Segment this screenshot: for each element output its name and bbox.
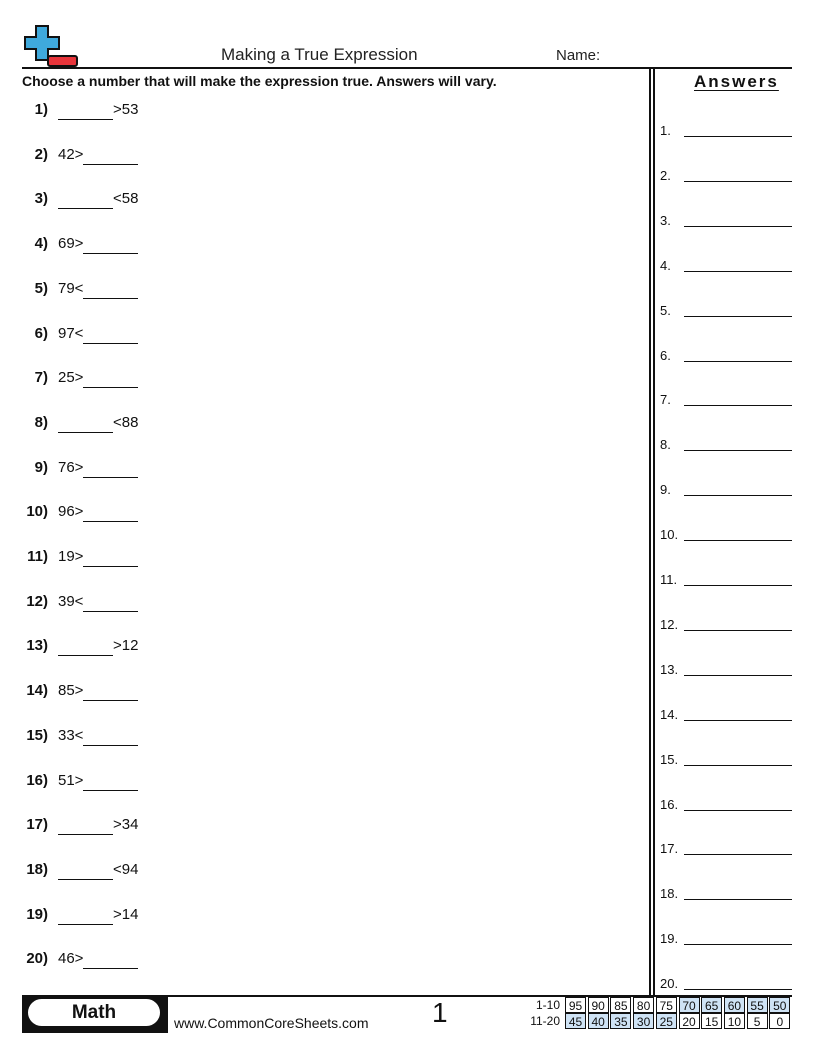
answer-blank[interactable] [83,235,138,254]
answer-number: 18. [660,886,679,902]
answer-number: 4. [660,257,671,273]
answer-line[interactable] [684,405,792,406]
problem-expression [58,459,138,478]
expression-text: <94 [113,860,139,878]
score-cell: 90 [588,997,609,1013]
problem-number: 2) [34,145,48,163]
answer-blank[interactable] [58,190,113,209]
score-cell: 75 [656,997,677,1013]
expression-text: 46> [58,950,84,968]
plus-minus-icon [22,24,80,68]
answer-blank[interactable] [83,772,138,791]
problem-row [22,637,322,659]
answer-row [660,123,792,143]
problem-row [22,950,322,972]
expression-text: >34 [113,816,139,834]
problem-expression [58,906,138,925]
answer-number: 10. [660,527,679,543]
expression-text: 25> [58,369,84,387]
expression-text: >12 [113,637,139,655]
answer-number: 12. [660,616,679,632]
worksheet-title: Making a True Expression [221,45,418,64]
answer-blank[interactable] [83,280,138,299]
answer-blank[interactable] [83,593,138,612]
problem-expression [58,414,138,433]
answer-row [660,303,792,323]
answer-number: 16. [660,796,679,812]
answer-row [660,976,792,996]
problem-expression [58,369,138,388]
answer-line[interactable] [684,495,792,496]
problem-number: 4) [34,235,48,253]
site-url: www.CommonCoreSheets.com [174,1015,369,1031]
problem-row [22,593,322,615]
problem-row [22,772,322,794]
expression-text: 19> [58,548,84,565]
problem-expression [58,190,138,209]
problem-row [22,369,322,391]
problem-number: 20) [26,950,48,968]
page-number: 1 [432,997,448,1028]
answer-row [660,752,792,772]
score-cell: 30 [633,1013,654,1029]
score-cell: 25 [656,1013,677,1029]
answer-row [660,617,792,637]
answer-number: 2. [660,167,671,183]
answer-number: 7. [660,392,671,408]
problem-row [22,548,322,570]
score-cell: 35 [610,1013,631,1029]
problem-expression [58,325,138,344]
answer-row [660,258,792,278]
expression-text: 39< [58,592,84,610]
answer-number: 20. [660,976,679,992]
answer-blank[interactable] [83,369,138,388]
score-cell: 80 [633,997,654,1013]
problem-expression [58,503,138,522]
answer-blank[interactable] [83,727,138,746]
expression-text: 51> [58,771,84,789]
answer-blank[interactable] [83,950,138,969]
score-cell: 10 [724,1013,745,1029]
problem-number: 18) [26,860,48,878]
problem-expression [58,727,138,746]
answer-line[interactable] [684,450,792,451]
problem-number: 5) [34,279,48,297]
problem-row [22,235,322,257]
problem-expression [58,235,138,254]
score-cell: 70 [679,997,700,1013]
expression-text: 97< [58,324,84,342]
answer-blank[interactable] [58,414,113,433]
problem-row [22,325,322,347]
answer-number: 5. [660,302,671,318]
expression-text: 79< [58,279,84,297]
problem-expression [58,637,138,656]
answer-line[interactable] [684,361,792,362]
answer-blank[interactable] [58,861,113,880]
score-cell: 15 [701,1013,722,1029]
score-cell: 5 [747,1013,768,1029]
score-cell: 0 [769,1013,790,1029]
answer-blank[interactable] [83,682,138,701]
problem-number: 15) [26,726,48,744]
answer-row [660,527,792,547]
answer-number: 14. [660,706,679,722]
answer-row [660,931,792,951]
answer-number: 13. [660,661,679,677]
problem-row [22,861,322,883]
problem-row [22,101,322,123]
expression-text: <58 [113,190,139,208]
answer-row [660,437,792,457]
score-row-label: 11-20 [530,1014,560,1028]
score-cell: 60 [724,997,745,1013]
answer-row [660,707,792,727]
problem-number: 3) [34,190,48,208]
answer-row [660,886,792,906]
answer-number: 11. [660,572,678,587]
answers-title: Answers [694,72,779,91]
answer-blank[interactable] [58,101,113,120]
problem-expression [58,816,138,835]
problem-row [22,459,322,481]
score-cell: 45 [565,1013,586,1029]
expression-text: >53 [113,101,139,118]
problem-row [22,414,322,436]
problem-expression [58,593,138,612]
score-cell: 20 [679,1013,700,1029]
name-label: Name: [556,47,601,64]
problem-row [22,906,322,928]
expression-text: 33< [58,726,84,744]
score-cell: 85 [610,997,631,1013]
answer-line[interactable] [684,271,792,272]
answer-line[interactable] [684,226,792,227]
answer-row [660,841,792,861]
score-cell: 50 [769,997,790,1013]
answer-blank[interactable] [83,325,138,344]
answer-number: 8. [660,437,671,453]
answer-number: 3. [660,212,671,228]
problem-row [22,503,322,525]
answer-line[interactable] [684,899,792,900]
instructions: Choose a number that will make the expression true. Answers will vary. [22,73,497,89]
score-cell: 65 [701,997,722,1013]
problem-expression [58,101,138,120]
problem-number: 11) [27,548,48,565]
problem-number: 19) [26,905,48,923]
problem-number: 13) [26,637,48,655]
expression-text: 42> [58,145,84,163]
problem-number: 10) [26,503,48,521]
problem-expression [58,772,138,791]
problem-number: 12) [26,592,48,610]
problem-expression [58,146,138,165]
problem-row [22,190,322,212]
answer-line[interactable] [684,181,792,182]
header-rule [22,67,792,69]
expression-text: <88 [113,413,139,431]
answer-number: 9. [660,482,671,498]
answer-line[interactable] [684,136,792,137]
answer-blank[interactable] [83,146,138,165]
problem-row [22,682,322,704]
answer-row [660,392,792,412]
problem-number: 8) [34,413,48,431]
answer-line[interactable] [684,540,792,541]
answer-row [660,662,792,682]
expression-text: 76> [58,458,84,476]
answer-row [660,572,792,592]
problem-expression [58,950,138,969]
expression-text: 96> [58,503,84,521]
problem-row [22,727,322,749]
problem-expression [58,682,138,701]
score-cell: 55 [747,997,768,1013]
score-cell: 95 [565,997,586,1013]
score-row-label: 1-10 [535,998,560,1012]
answer-row [660,213,792,233]
math-badge-label: Math [28,999,160,1026]
answer-row [660,482,792,502]
answer-row [660,348,792,368]
answer-row [660,168,792,188]
answer-blank[interactable] [58,906,113,925]
answer-row [660,797,792,817]
column-divider-left [649,68,651,996]
answer-blank[interactable] [58,637,113,656]
problem-expression [58,280,138,299]
expression-text: 69> [58,235,84,253]
problem-number: 16) [26,771,48,789]
score-cell: 40 [588,1013,609,1029]
problem-row [22,816,322,838]
math-badge [22,997,168,1033]
problem-row [22,146,322,168]
answer-number: 19. [660,931,679,947]
answer-number: 1. [660,123,671,138]
problem-number: 6) [34,324,48,342]
expression-text: >14 [113,905,139,923]
problem-number: 9) [34,458,48,476]
answer-line[interactable] [684,316,792,317]
problem-number: 17) [26,816,48,834]
answer-number: 6. [660,347,671,363]
answer-line[interactable] [684,810,792,811]
problem-expression [58,548,138,567]
answer-line[interactable] [684,720,792,721]
expression-text: 85> [58,682,84,700]
answer-blank[interactable] [58,816,113,835]
answer-line[interactable] [684,630,792,631]
problem-number: 7) [34,369,48,387]
answer-line[interactable] [684,765,792,766]
answer-line[interactable] [684,675,792,676]
answer-line[interactable] [684,944,792,945]
problem-expression [58,861,138,880]
answer-line[interactable] [684,585,792,586]
answer-number: 15. [660,751,679,767]
answer-line[interactable] [684,854,792,855]
answer-blank[interactable] [83,459,138,478]
answer-blank[interactable] [83,503,138,522]
column-divider-right [653,68,655,996]
answer-number: 17. [660,841,679,857]
problem-row [22,280,322,302]
problem-number: 14) [26,682,48,700]
problem-number: 1) [34,101,48,118]
answer-blank[interactable] [83,548,138,567]
answer-line[interactable] [684,989,792,990]
